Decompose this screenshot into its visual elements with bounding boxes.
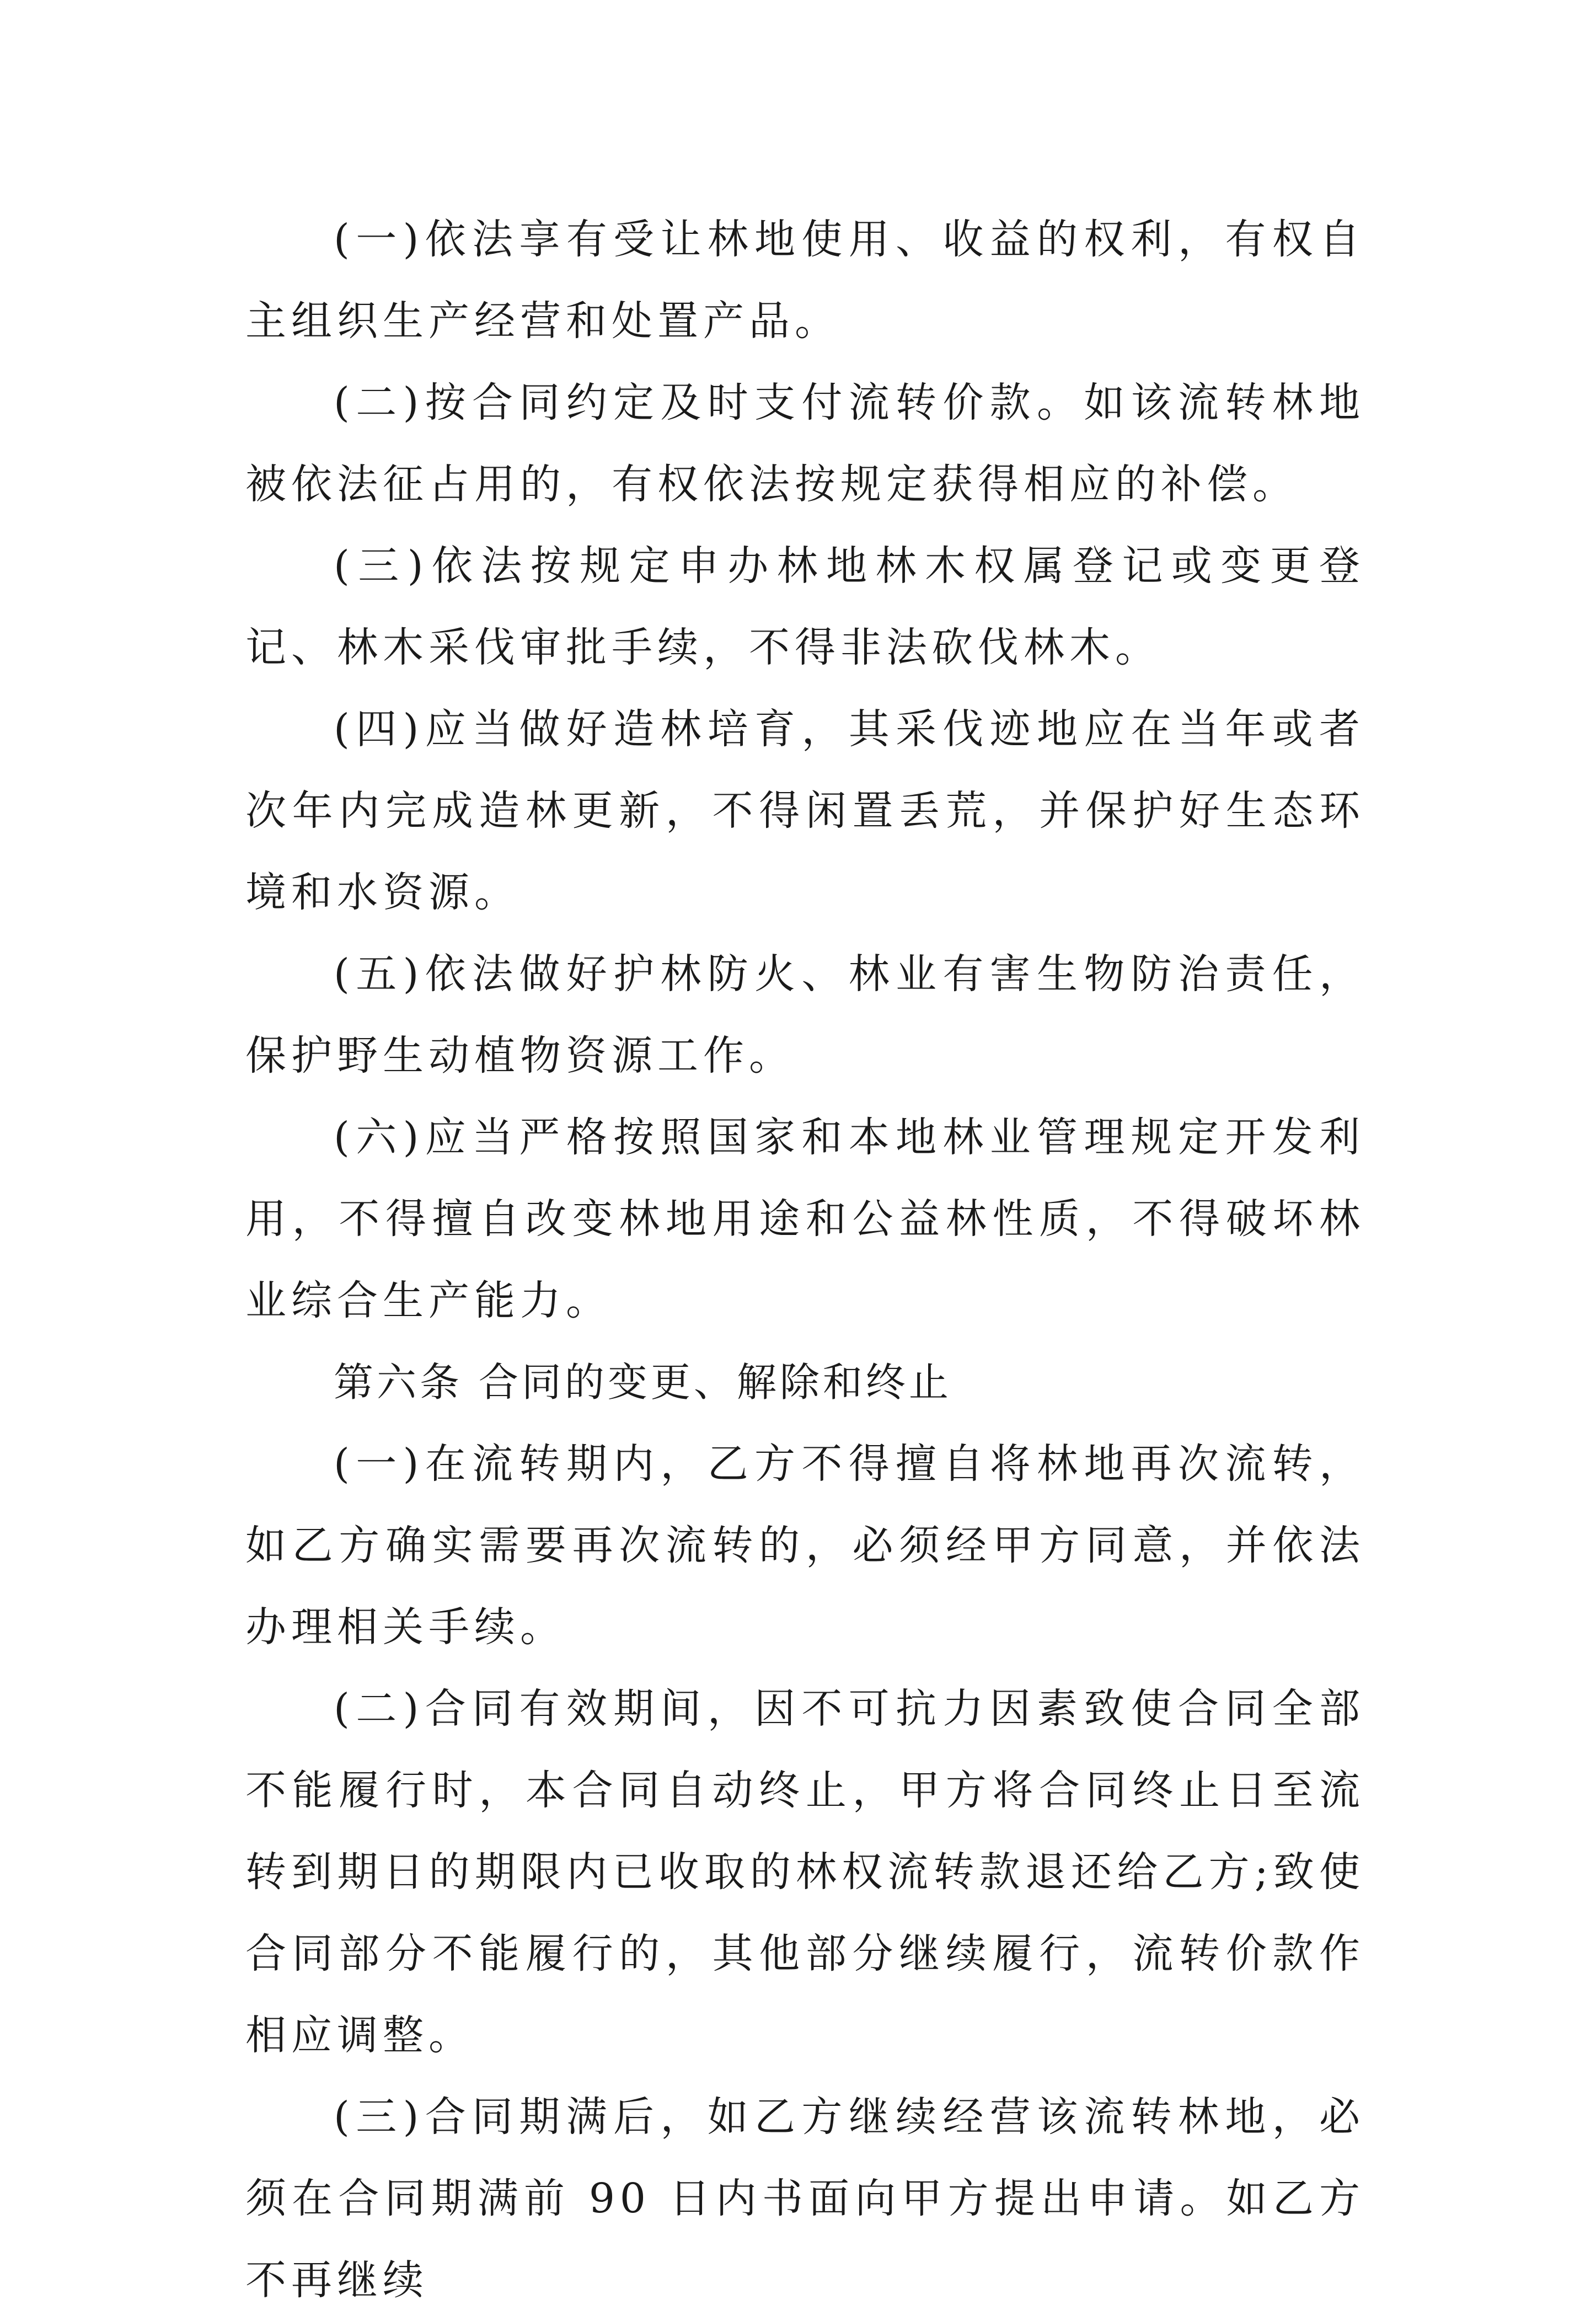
- paragraph-rights-4: (四)应当做好造林培育，其采伐迹地应在当年或者次年内完成造林更新，不得闲置丢荒，并保护好生态环境和水资源。: [245, 705, 1365, 916]
- paragraph-change-1: (一)在流转期内，乙方不得擅自将林地再次流转，如乙方确实需要再次流转的，必须经甲方同意，并依法办理相关手续。: [245, 1440, 1365, 1651]
- paragraph-rights-6: (六)应当严格按照国家和本地林业管理规定开发利用，不得擅自改变林地用途和公益林性质，不得破坏林业综合生产能力。: [245, 1114, 1365, 1324]
- paragraph-change-2: (二)合同有效期间，因不可抗力因素致使合同全部不能履行时，本合同自动终止，甲方将合同终止日至流转到期日的期限内已收取的林权流转款退还给乙方;致使合同部分不能履行的，其他部分继续履行，流转价款作相应调整。: [245, 1685, 1365, 2059]
- section-heading: 第六条 合同的变更、解除和终止: [334, 1359, 952, 1405]
- paragraph-rights-2: (二)按合同约定及时支付流转价款。如该流转林地被依法征占用的，有权依法按规定获得相应的补偿。: [245, 379, 1365, 508]
- paragraph-rights-3: (三)依法按规定申办林地林木权属登记或变更登记、林木采伐审批手续，不得非法砍伐林木。: [245, 542, 1365, 671]
- paragraph-rights-1: (一)依法享有受让林地使用、收益的权利，有权自主组织生产经营和处置产品。: [245, 216, 1365, 345]
- paragraph-change-3: (三)合同期满后，如乙方继续经营该流转林地，必须在合同期满前 90 日内书面向甲方提出申请。如乙方不再继续: [245, 2093, 1365, 2304]
- document-body: [245, 199, 1365, 2321]
- paragraph-rights-5: (五)依法做好护林防火、林业有害生物防治责任，保护野生动植物资源工作。: [245, 950, 1365, 1079]
